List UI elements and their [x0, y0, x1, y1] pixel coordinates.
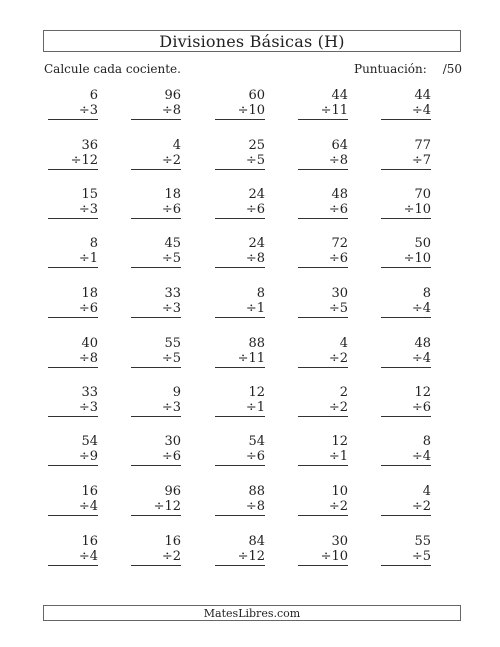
divisor: ÷9 [48, 449, 98, 466]
divisor: ÷1 [48, 251, 98, 268]
division-problem [298, 385, 348, 417]
footer [43, 605, 461, 621]
division-problem [131, 534, 181, 566]
divisor: ÷1 [298, 449, 348, 466]
dividend: 96 [164, 484, 181, 499]
divisor: ÷4 [48, 549, 98, 566]
score-label: Puntuación: [354, 62, 427, 76]
division-problem [215, 138, 265, 170]
divisor: ÷10 [298, 549, 348, 566]
divisor: ÷10 [381, 251, 431, 268]
dividend: 4 [172, 138, 181, 153]
dividend: 55 [414, 534, 431, 549]
dividend: 12 [248, 385, 265, 400]
dividend: 88 [248, 336, 265, 351]
divisor: ÷2 [298, 499, 348, 516]
division-problem [131, 88, 181, 120]
division-problem [381, 286, 431, 318]
division-problem [215, 385, 265, 417]
division-problem [381, 385, 431, 417]
divisor: ÷5 [381, 549, 431, 566]
division-problem [131, 187, 181, 219]
dividend: 24 [248, 236, 265, 251]
dividend: 77 [414, 138, 431, 153]
division-problem [48, 484, 98, 516]
divisor: ÷3 [131, 400, 181, 417]
division-problem [381, 484, 431, 516]
footer-site: MatesLibres.com [203, 606, 301, 620]
divisor: ÷8 [215, 251, 265, 268]
worksheet-title-text: Divisiones Básicas (H) [159, 31, 345, 51]
divisor: ÷5 [215, 153, 265, 170]
division-problem [131, 236, 181, 268]
divisor: ÷4 [381, 351, 431, 368]
division-problem [298, 534, 348, 566]
dividend: 44 [414, 88, 431, 103]
dividend: 30 [331, 534, 348, 549]
divisor: ÷8 [298, 153, 348, 170]
divisor: ÷7 [381, 153, 431, 170]
dividend: 54 [81, 434, 98, 449]
dividend: 16 [81, 484, 98, 499]
division-problem [298, 286, 348, 318]
divisor: ÷6 [381, 400, 431, 417]
division-problem [131, 484, 181, 516]
divisor: ÷3 [48, 202, 98, 219]
division-problem [381, 434, 431, 466]
divisor: ÷11 [298, 103, 348, 120]
divisor: ÷11 [215, 351, 265, 368]
dividend: 12 [414, 385, 431, 400]
dividend: 25 [248, 138, 265, 153]
divisor: ÷4 [381, 301, 431, 318]
dividend: 45 [164, 236, 181, 251]
divisor: ÷5 [298, 301, 348, 318]
divisor: ÷2 [381, 499, 431, 516]
dividend: 18 [164, 187, 181, 202]
division-problem [381, 336, 431, 368]
division-problem [298, 434, 348, 466]
divisor: ÷3 [48, 400, 98, 417]
dividend: 8 [422, 286, 431, 301]
division-problem [298, 236, 348, 268]
divisor: ÷3 [48, 103, 98, 120]
division-problem [298, 138, 348, 170]
divisor: ÷12 [131, 499, 181, 516]
divisor: ÷1 [215, 400, 265, 417]
division-problem [381, 236, 431, 268]
dividend: 60 [248, 88, 265, 103]
division-problem [48, 336, 98, 368]
dividend: 55 [164, 336, 181, 351]
dividend: 72 [331, 236, 348, 251]
division-problem [48, 385, 98, 417]
dividend: 4 [339, 336, 348, 351]
divisor: ÷10 [215, 103, 265, 120]
division-problem [131, 434, 181, 466]
dividend: 70 [414, 187, 431, 202]
division-problem [48, 88, 98, 120]
divisor: ÷4 [48, 499, 98, 516]
divisor: ÷6 [131, 449, 181, 466]
dividend: 9 [172, 385, 181, 400]
division-problem [131, 286, 181, 318]
divisor: ÷2 [298, 400, 348, 417]
dividend: 16 [81, 534, 98, 549]
dividend: 8 [422, 434, 431, 449]
division-problem [48, 187, 98, 219]
divisor: ÷6 [131, 202, 181, 219]
dividend: 50 [414, 236, 431, 251]
divisor: ÷12 [48, 153, 98, 170]
divisor: ÷6 [215, 449, 265, 466]
dividend: 12 [331, 434, 348, 449]
divisor: ÷6 [298, 251, 348, 268]
division-problem [381, 187, 431, 219]
divisor: ÷6 [298, 202, 348, 219]
division-problem [298, 88, 348, 120]
division-problem [298, 336, 348, 368]
dividend: 44 [331, 88, 348, 103]
dividend: 84 [248, 534, 265, 549]
division-problem [131, 385, 181, 417]
instructions: Calcule cada cociente. [44, 62, 181, 76]
score-total: /50 [442, 62, 462, 76]
divisor: ÷6 [215, 202, 265, 219]
dividend: 6 [89, 88, 98, 103]
divisor: ÷5 [131, 351, 181, 368]
divisor: ÷2 [131, 153, 181, 170]
dividend: 8 [89, 236, 98, 251]
division-problem [48, 534, 98, 566]
dividend: 33 [164, 286, 181, 301]
dividend: 4 [422, 484, 431, 499]
dividend: 54 [248, 434, 265, 449]
division-problem [131, 336, 181, 368]
dividend: 48 [331, 187, 348, 202]
dividend: 18 [81, 286, 98, 301]
divisor: ÷12 [215, 549, 265, 566]
divisor: ÷4 [381, 449, 431, 466]
division-problem [215, 236, 265, 268]
divisor: ÷2 [131, 549, 181, 566]
division-problem [215, 434, 265, 466]
dividend: 36 [81, 138, 98, 153]
division-problem [131, 138, 181, 170]
division-problem [215, 484, 265, 516]
dividend: 15 [81, 187, 98, 202]
dividend: 96 [164, 88, 181, 103]
divisor: ÷8 [48, 351, 98, 368]
divisor: ÷6 [48, 301, 98, 318]
dividend: 2 [339, 385, 348, 400]
division-problem [48, 286, 98, 318]
division-problem [48, 138, 98, 170]
dividend: 30 [164, 434, 181, 449]
dividend: 16 [164, 534, 181, 549]
division-problem [215, 187, 265, 219]
dividend: 10 [331, 484, 348, 499]
division-problem [381, 138, 431, 170]
dividend: 8 [256, 286, 265, 301]
division-problem [215, 88, 265, 120]
division-problem [381, 88, 431, 120]
division-problem [298, 484, 348, 516]
division-problem [215, 336, 265, 368]
divisor: ÷8 [131, 103, 181, 120]
division-problem [48, 434, 98, 466]
divisor: ÷8 [215, 499, 265, 516]
dividend: 40 [81, 336, 98, 351]
divisor: ÷4 [381, 103, 431, 120]
divisor: ÷1 [215, 301, 265, 318]
division-problem [48, 236, 98, 268]
division-problem [381, 534, 431, 566]
dividend: 33 [81, 385, 98, 400]
dividend: 64 [331, 138, 348, 153]
division-problem [215, 286, 265, 318]
dividend: 88 [248, 484, 265, 499]
divisor: ÷5 [131, 251, 181, 268]
divisor: ÷3 [131, 301, 181, 318]
divisor: ÷2 [298, 351, 348, 368]
divisor: ÷10 [381, 202, 431, 219]
dividend: 24 [248, 187, 265, 202]
dividend: 30 [331, 286, 348, 301]
division-problem [298, 187, 348, 219]
dividend: 48 [414, 336, 431, 351]
division-problem [215, 534, 265, 566]
